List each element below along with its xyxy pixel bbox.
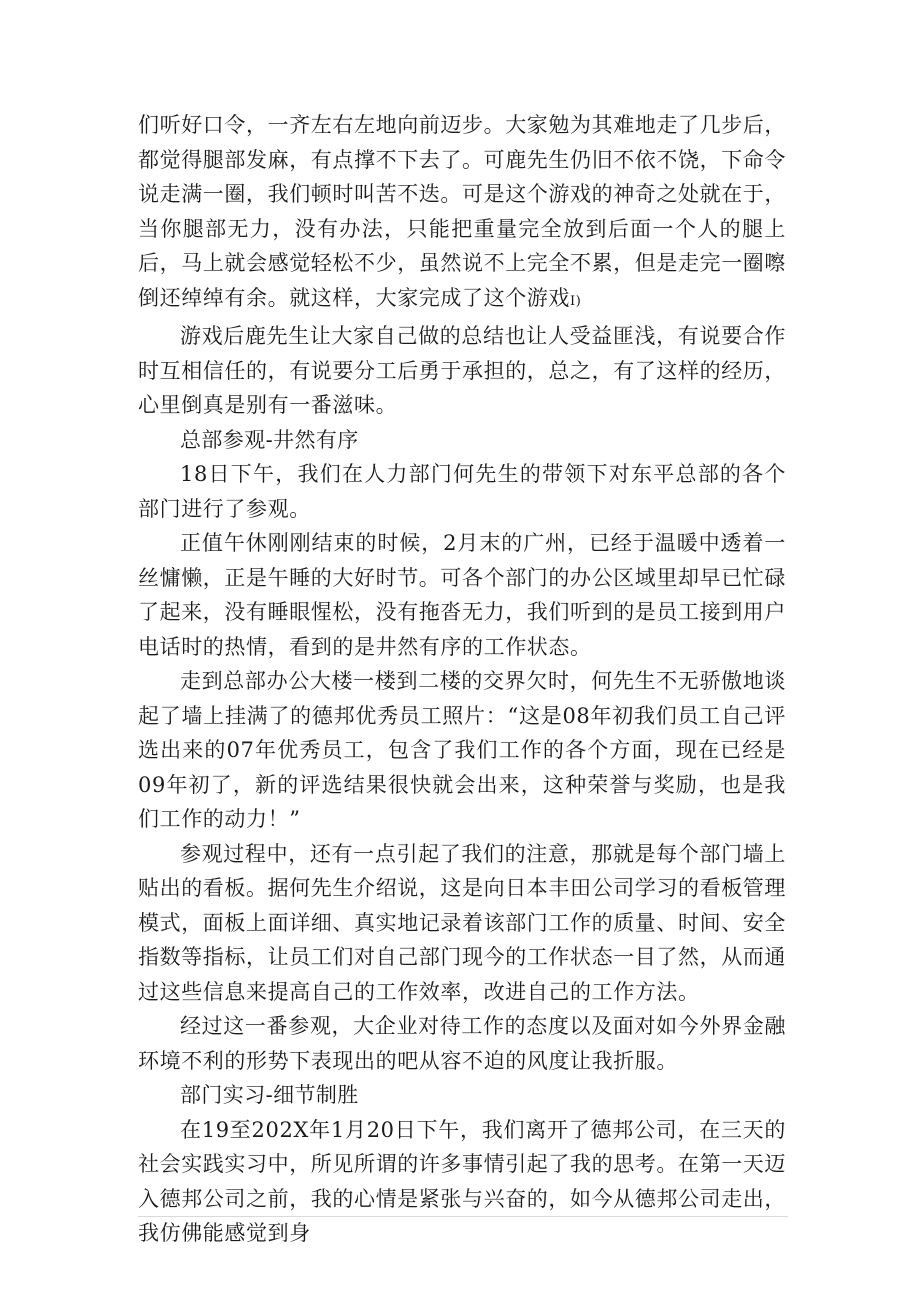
section-heading: 部门实习-细节制胜 [180,1083,359,1107]
body-paragraph: 走到总部办公大楼一楼到二楼的交界欠时，何先生不无骄傲地谈起了墙上挂满了的德邦优秀员工照片：“这是08年初我们员工自己评选出来的07年优秀员工，包含了我们工作的各个方面，现在已经是09年初了，新的评选结果很快就会出来，这种荣誉与奖励，也是我们工作的动力！” [138,669,786,831]
body-paragraph: 正值午休刚刚结束的时候，2月末的广州，已经于温暖中透着一丝慵懒，正是午睡的大好时节。可各个部门的办公区域里却早已忙碌了起来，没有睡眼惺松，没有拖沓无力，我们听到的是员工接到用户电话时的热情，看到的是井然有序的工作状态。 [138,531,786,659]
body-paragraph: 游戏后鹿先生让大家自己做的总结也让人受益匪浅，有说要合作时互相信任的，有说要分工后勇于承担的，总之，有了这样的经历，心里倒真是别有一番滋味。 [138,324,786,417]
document-page [138,108,786,1251]
body-paragraph: 18日下午，我们在人力部门何先生的带领下对东平总部的各个部门进行了参观。 [138,462,786,521]
body-paragraph: 们听好口令，一齐左右左地向前迈步。大家勉为其难地走了几步后，都觉得腿部发麻，有点撑不下去了。可鹿先生仍旧不依不饶，下命令说走满一圈，我们顿时叫苦不迭。可是这个游戏的神奇之处就在于，当你腿部无力，没有办法，只能把重量完全放到后面一个人的腿上后，马上就会感觉轻松不少，虽然说不上完全不累，但是走完一圈嚓倒还绰绰有余。就这样，大家完成了这个游戏I) [138,113,786,310]
body-paragraph: 参观过程中，还有一点引起了我们的注意，那就是每个部门墙上贴出的看板。据何先生介绍说，这是向日本丰田公司学习的看板管理模式，面板上面详细、真实地记录着该部门工作的质量、时间、安全指数等指标，让员工们对自己部门现今的工作状态一目了然，从而通过这些信息来提高自己的工作效率，改进自己的工作方法。 [138,841,786,1004]
section-heading: 总部参观-井然有序 [180,427,359,452]
body-paragraph: 在19至202X年1月20日下午，我们离开了德邦公司，在三天的社会实践实习中，所见所谓的许多事情引起了我的思考。在第一天迈入德邦公司之前，我的心情是紧张与兴奋的，如今从德邦公司走出，我仿佛能感觉到身 [138,1117,786,1245]
body-paragraph: 经过这一番参观，大企业对待工作的态度以及面对如今外界金融环境不利的形势下表现出的吧从容不迫的风度让我折服。 [138,1014,786,1073]
page-bottom-divider [138,1216,788,1217]
footnote-mark: I) [570,293,582,309]
